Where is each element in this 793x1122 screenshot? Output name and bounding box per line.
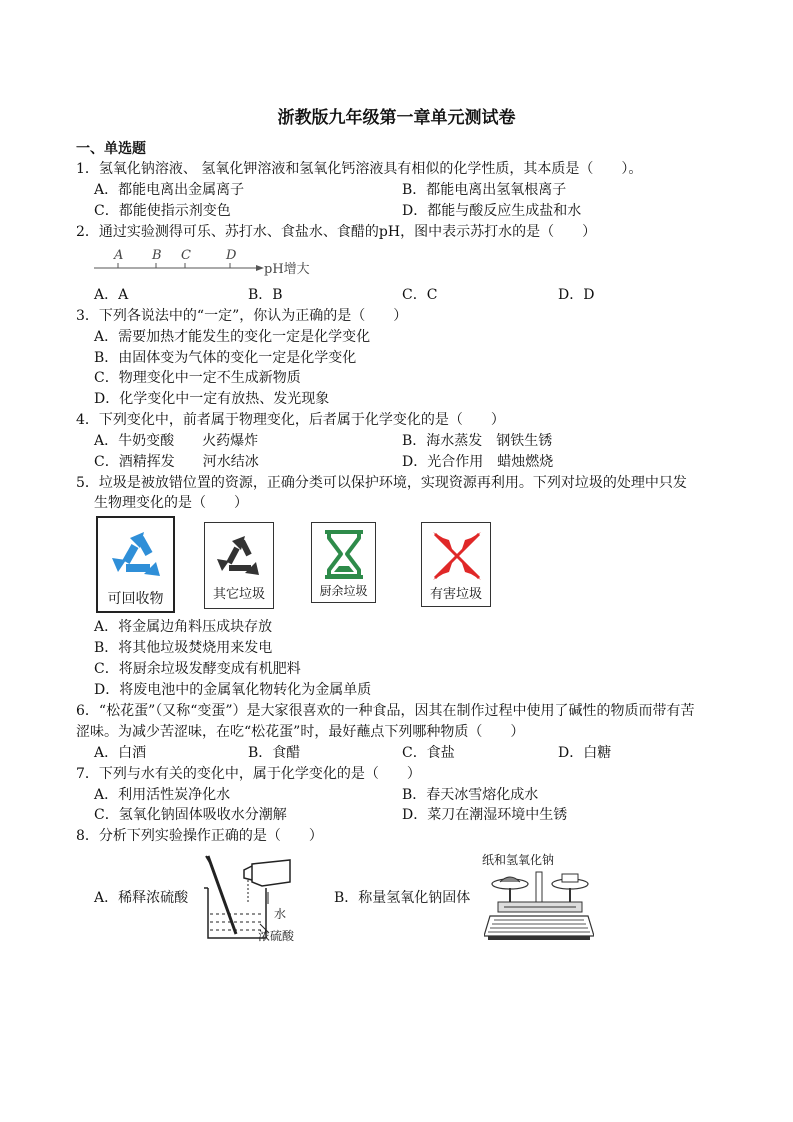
q6-option-b: B．食醋 [248, 745, 301, 761]
axis-caption: pH增大 [264, 262, 310, 277]
q5-option-d: D．将废电池中的金属氧化物转化为金属单质 [94, 682, 372, 698]
q1-option-d: D．都能与酸反应生成盐和水 [402, 203, 582, 219]
q8-option-a: A．稀释浓硫酸 [94, 890, 189, 906]
bin-label: 厨余垃圾 [319, 584, 368, 598]
q3-stem: 3．下列各说法中的“一定”，你认为正确的是（ ） [76, 308, 408, 324]
q5-stem-line2: 生物理变化的是（ ） [94, 495, 248, 511]
q2-option-b: B．B [248, 287, 283, 303]
q4-option-d: D．光合作用 蜡烛燃烧 [402, 454, 554, 470]
bin-other [204, 522, 274, 609]
q4-option-b: B．海水蒸发 钢铁生锈 [402, 433, 553, 449]
axis-label-a: A [114, 248, 124, 263]
bin-label: 有害垃圾 [429, 587, 482, 602]
bin-kitchen [311, 522, 376, 603]
q3-option-d: D．化学变化中一定有放热、发光现象 [94, 391, 330, 407]
bin-hazardous [421, 522, 491, 607]
q1-option-c: C．都能使指示剂变色 [94, 203, 231, 219]
axis-label-b: B [152, 248, 162, 263]
q5-option-b: B．将其他垃圾焚烧用来发电 [94, 640, 273, 656]
section-heading: 一、单选题 [76, 141, 146, 157]
q7-option-c: C．氢氧化钠固体吸收水分潮解 [94, 807, 287, 823]
balance-label: 纸和氢氧化钠 [482, 853, 555, 867]
ph-axis-diagram [92, 246, 312, 278]
q6-stem-line2: 涩味。为减少苦涩味，在吃“松花蛋”时，最好蘸点下列哪种物质（ ） [76, 724, 525, 740]
balance-diagram [484, 866, 594, 942]
recycle-icon [104, 524, 167, 584]
q7-option-d: D．菜刀在潮湿环境中生锈 [402, 807, 568, 823]
q6-stem-line1: 6．“松花蛋”（又称“变蛋”）是大家很喜欢的一种食品，因其在制作过程中使用了碱性的物质而带有苦 [76, 703, 695, 719]
q5-option-c: C．将厨余垃圾发酵变成有机肥料 [94, 661, 301, 677]
q2-option-a: A．A [94, 287, 129, 303]
bin-recyclable [96, 516, 175, 613]
q8-stem: 8．分析下列实验操作正确的是（ ） [76, 828, 323, 844]
q3-option-a: A．需要加热才能发生的变化一定是化学变化 [94, 329, 371, 345]
water-label: 水 [274, 907, 287, 921]
q7-option-a: A．利用活性炭净化水 [94, 787, 231, 803]
q6-option-c: C．食盐 [402, 745, 455, 761]
q4-option-a: A．牛奶变酸 火药爆炸 [94, 433, 259, 449]
dilution-diagram [200, 852, 310, 944]
q1-stem: 1．氢氧化钠溶液、 氢氧化钾溶液和氢氧化钙溶液具有相似的化学性质，其本质是（ ）。 [76, 161, 643, 177]
q2-stem: 2．通过实验测得可乐、苏打水、食盐水、食醋的pH，图中表示苏打水的是（ ） [76, 224, 597, 240]
page-title: 浙教版九年级第一章单元测试卷 [277, 108, 516, 128]
bin-label: 其它垃圾 [212, 587, 265, 602]
q1-option-b: B．都能电离出氢氧根离子 [402, 182, 567, 198]
q2-option-d: D．D [558, 287, 595, 303]
q5-stem-line1: 5．垃圾是被放错位置的资源，正确分类可以保护环境，实现资源再利用。下列对垃圾的处理中只发 [76, 475, 687, 491]
q4-option-c: C．酒精挥发 河水结冰 [94, 454, 259, 470]
q6-option-d: D．白糖 [558, 745, 612, 761]
q1-option-a: A．都能电离出金属离子 [94, 182, 245, 198]
q7-stem: 7．下列与水有关的变化中，属于化学变化的是（ ） [76, 766, 421, 782]
q4-stem: 4．下列变化中，前者属于物理变化，后者属于化学变化的是（ ） [76, 412, 505, 428]
hourglass-icon [319, 528, 369, 582]
q6-option-a: A．白酒 [94, 745, 147, 761]
bin-label: 可回收物 [107, 591, 164, 607]
axis-label-d: D [226, 248, 237, 263]
q7-option-b: B．春天冰雪熔化成水 [402, 787, 539, 803]
q2-option-c: C．C [402, 287, 438, 303]
q3-option-b: B．由固体变为气体的变化一定是化学变化 [94, 350, 357, 366]
q3-option-c: C．物理变化中一定不生成新物质 [94, 370, 301, 386]
hazard-icon [429, 528, 485, 584]
q5-option-a: A．将金属边角料压成块存放 [94, 619, 273, 635]
q8-option-b: B．称量氢氧化钠固体 [334, 890, 471, 906]
axis-label-c: C [181, 248, 191, 263]
acid-label: 浓硫酸 [258, 929, 295, 943]
recycle-dark-icon [211, 529, 267, 581]
